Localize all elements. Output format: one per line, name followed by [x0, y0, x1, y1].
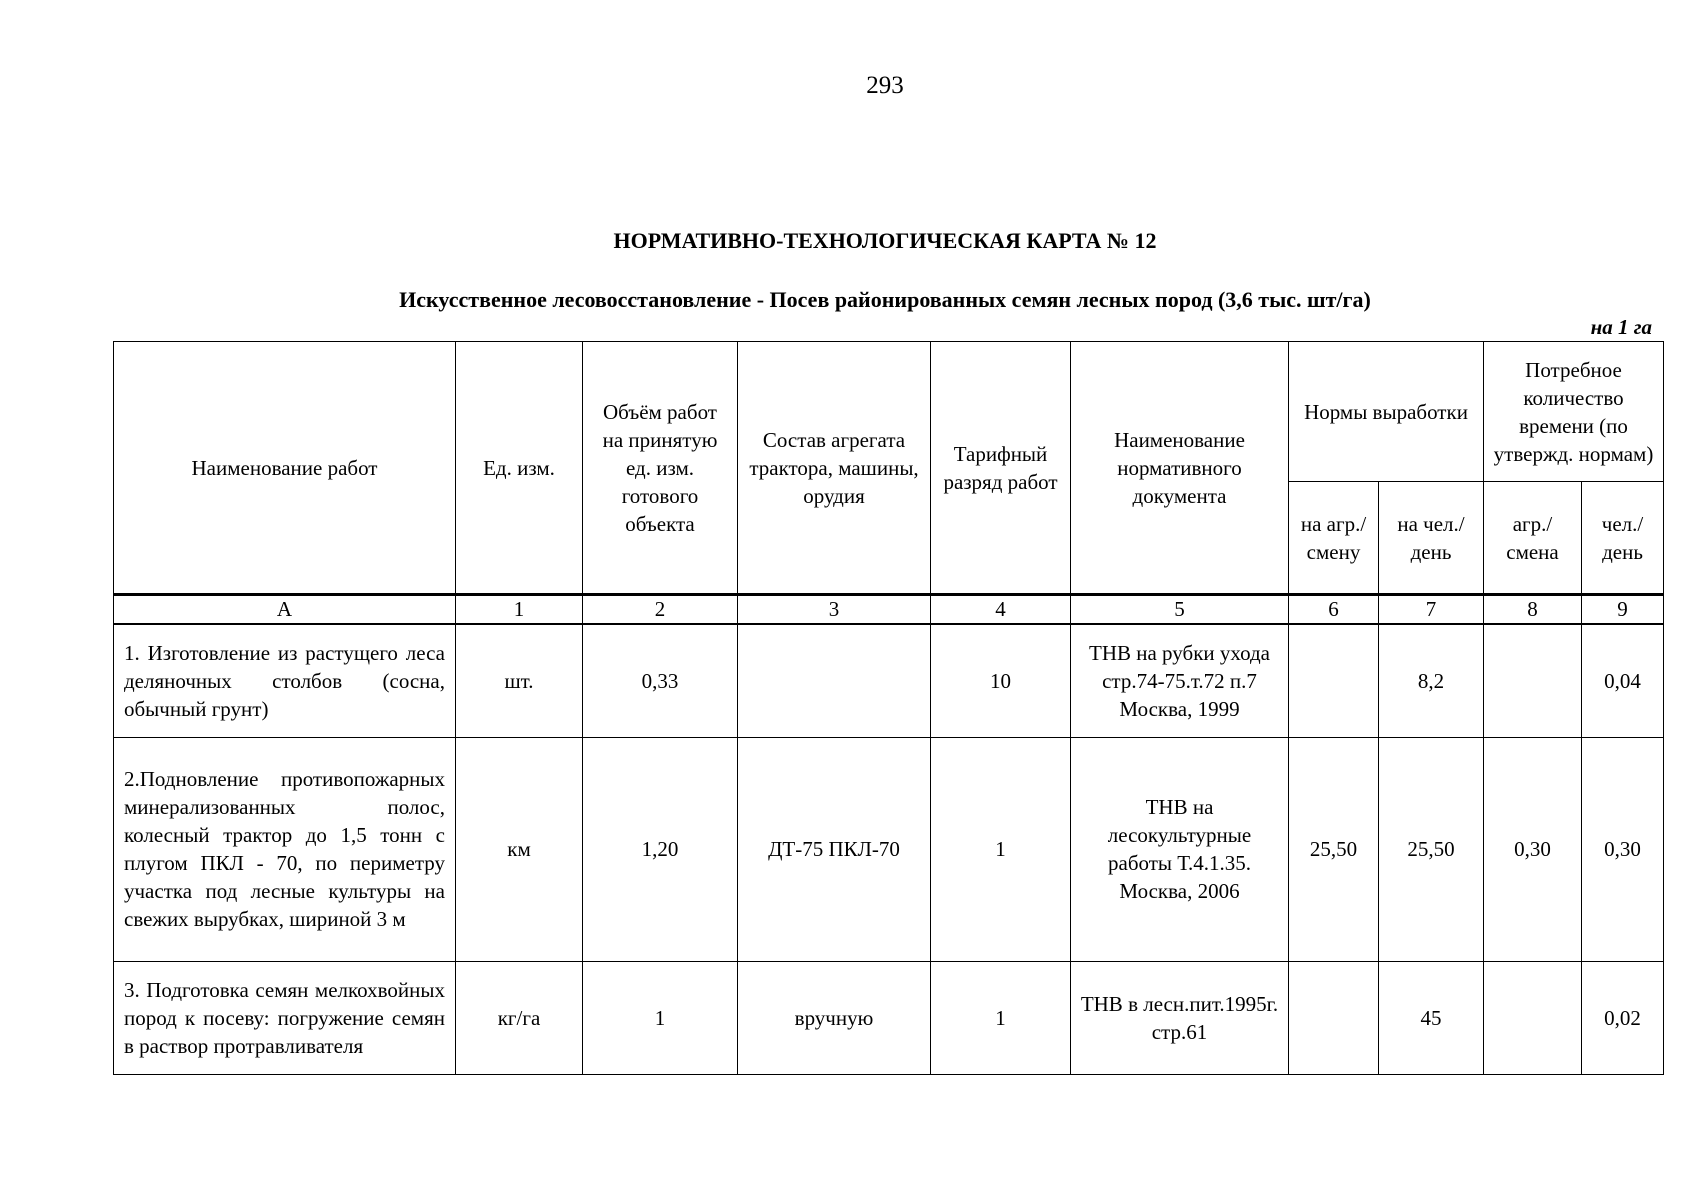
header-output-per-agg: на агр./ смену — [1289, 482, 1379, 595]
work-name-cell: 1. Изготовление из растущего леса деляночных столбов (сосна, обычный грунт) — [114, 624, 456, 737]
header-time-man: чел./ день — [1582, 482, 1664, 595]
table-row — [114, 624, 1664, 737]
header-volume: Объём работ на принятую ед. изм. готового объекта — [583, 342, 738, 595]
unit-cell: кг/га — [456, 961, 583, 1074]
unit-note: на 1 га — [1590, 315, 1652, 339]
tariff-cell: 10 — [931, 624, 1071, 737]
aggregate-cell: ДТ-75 ПКЛ-70 — [738, 737, 931, 961]
output-per-man-cell: 45 — [1379, 961, 1484, 1074]
column-index: 6 — [1289, 595, 1379, 625]
column-index: 1 — [456, 595, 583, 625]
header-output-per-man: на чел./ день — [1379, 482, 1484, 595]
column-index: 7 — [1379, 595, 1484, 625]
column-index: 8 — [1484, 595, 1582, 625]
column-index: 2 — [583, 595, 738, 625]
unit-cell: км — [456, 737, 583, 961]
column-index-row — [114, 595, 1664, 625]
page-number: 293 — [866, 72, 904, 99]
work-name-text: 3. Подготовка семян мелкохвойных пород к посеву: погружение семян в раствор протравливателя — [124, 977, 445, 1058]
unit-cell: шт. — [456, 624, 583, 737]
norm-doc-cell: ТНВ на рубки ухода стр.74-75.т.72 п.7 Москва, 1999 — [1071, 624, 1289, 737]
column-index: 4 — [931, 595, 1071, 625]
header-time-required: Потребное количество времени (по утвержд. нормам) — [1484, 342, 1664, 482]
norm-table — [113, 341, 1664, 1075]
time-agg-cell — [1484, 624, 1582, 737]
volume-cell: 0,33 — [583, 624, 738, 737]
column-index: 5 — [1071, 595, 1289, 625]
output-per-man-cell: 25,50 — [1379, 737, 1484, 961]
tariff-cell: 1 — [931, 961, 1071, 1074]
column-index: 3 — [738, 595, 931, 625]
document-title: НОРМАТИВНО-ТЕХНОЛОГИЧЕСКАЯ КАРТА № 12 — [613, 228, 1157, 253]
header-aggregate: Состав агрегата трактора, машины, орудия — [738, 342, 931, 595]
table-row — [114, 961, 1664, 1074]
output-per-agg-cell — [1289, 624, 1379, 737]
header-norm-doc: Наименование нормативного документа — [1071, 342, 1289, 595]
aggregate-cell: вручную — [738, 961, 931, 1074]
work-name-cell: 2.Подновление противопожарных минерализованных полос, колесный трактор до 1,5 тонн с плугом ПКЛ - 70, по периметру участка под лесные культуры на свежих вырубках, шириной 3 м — [114, 737, 456, 961]
volume-cell: 1 — [583, 961, 738, 1074]
header-work-name: Наименование работ — [114, 342, 456, 595]
time-man-cell: 0,30 — [1582, 737, 1664, 961]
tariff-cell: 1 — [931, 737, 1071, 961]
time-man-cell: 0,04 — [1582, 624, 1664, 737]
header-tariff: Тарифный разряд работ — [931, 342, 1071, 595]
table-row — [114, 737, 1664, 961]
work-name-cell — [114, 961, 456, 1074]
aggregate-cell — [738, 624, 931, 737]
time-man-cell: 0,02 — [1582, 961, 1664, 1074]
norm-doc-cell: ТНВ в лесн.пит.1995г. стр.61 — [1071, 961, 1289, 1074]
time-agg-cell — [1484, 961, 1582, 1074]
column-index: А — [114, 595, 456, 625]
time-agg-cell: 0,30 — [1484, 737, 1582, 961]
header-unit: Ед. изм. — [456, 342, 583, 595]
header-output-norms: Нормы выработки — [1289, 342, 1484, 482]
output-per-agg-cell — [1289, 961, 1379, 1074]
column-index: 9 — [1582, 595, 1664, 625]
output-per-man-cell: 8,2 — [1379, 624, 1484, 737]
output-per-agg-cell: 25,50 — [1289, 737, 1379, 961]
header-time-agg: агр./ смена — [1484, 482, 1582, 595]
norm-doc-cell: ТНВ на лесокультурные работы Т.4.1.35. Москва, 2006 — [1071, 737, 1289, 961]
volume-cell: 1,20 — [583, 737, 738, 961]
document-subtitle: Искусственное лесовосстановление - Посев районированных семян лесных пород (3,6 тыс. шт/га) — [399, 287, 1371, 312]
